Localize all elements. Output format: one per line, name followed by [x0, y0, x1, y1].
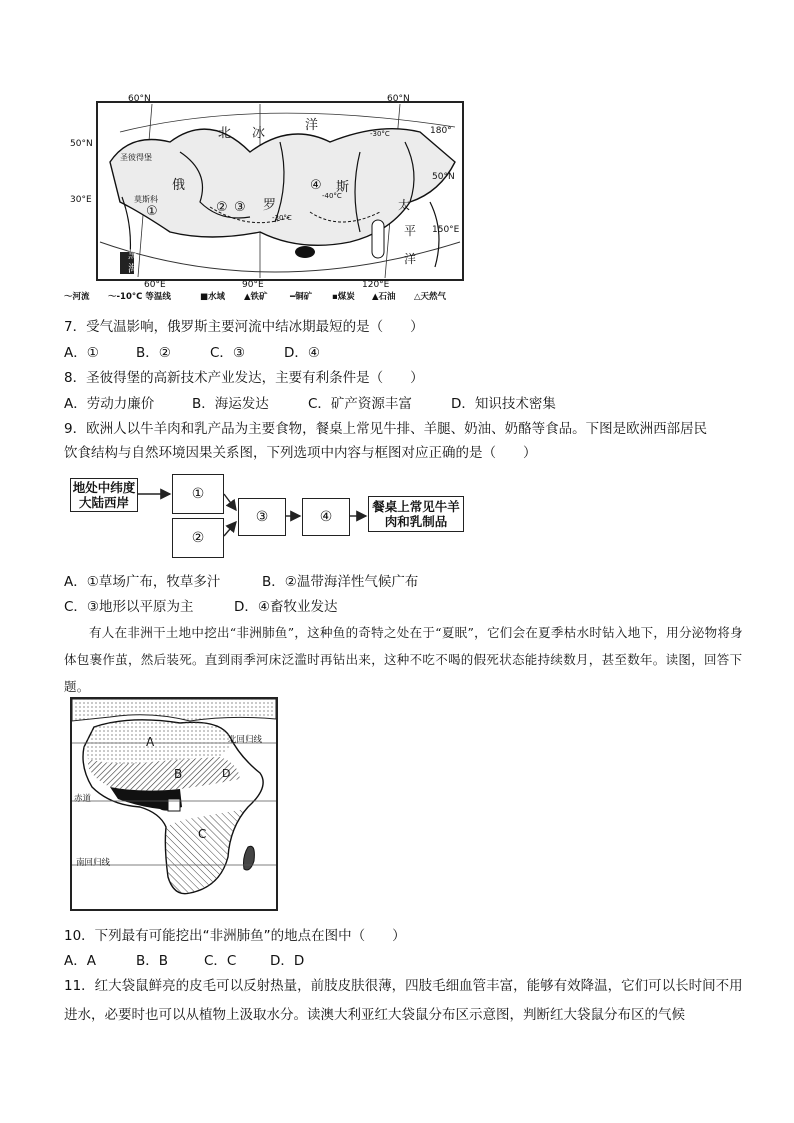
gas-icon: △: [414, 292, 421, 302]
africa-region-c: C: [198, 827, 207, 841]
flow-arrows: [64, 472, 484, 562]
legend-coal: 煤炭: [337, 292, 355, 302]
map-label-pacific-yang: 洋: [404, 252, 417, 266]
africa-map-graphic: [70, 697, 278, 911]
q9-flow-diagram: [64, 472, 484, 562]
flow-box-3: ③: [238, 498, 286, 536]
africa-region-d: D: [222, 767, 231, 780]
q11-stem: 11．红大袋鼠鲜亮的皮毛可以反射热量，前肢皮肤很薄，四肢毛细血管丰富，能够有效降温，它们可以长时间不用进水，必要时也可以从植物上汲取水分。读澳大利亚红大袋鼠分布区示意图，判断红大袋鼠分布区的气候: [64, 978, 743, 1023]
africa-equator: 赤道: [74, 794, 92, 804]
map-lon-60e: 60°E: [144, 280, 166, 290]
map-city-spb: 圣彼得堡: [120, 153, 152, 162]
flow-box-end: 餐桌上常见牛羊肉和乳制品: [368, 496, 464, 532]
map-marker-3: ③: [234, 200, 246, 215]
map-lat-60n-left: 60°N: [128, 94, 151, 104]
legend-iron: 铁矿: [250, 292, 268, 302]
water-icon: ■: [200, 292, 209, 302]
q9-option-d[interactable]: D．④畜牧业发达: [234, 599, 338, 615]
map-legend: [62, 290, 470, 304]
legend-oil: 石油: [378, 292, 396, 302]
map-label-bing: 冰: [252, 126, 266, 141]
coal-icon: ▪: [332, 292, 338, 302]
q9-option-b[interactable]: B．②温带海洋性气候广布: [262, 574, 419, 590]
q7-option-c[interactable]: C．③: [210, 345, 246, 361]
map-lat-50n-right: 50°N: [432, 172, 455, 182]
copper-icon: ━: [290, 292, 296, 302]
map-label-luo: 罗: [263, 198, 277, 213]
q10-option-c[interactable]: C．C: [204, 953, 237, 969]
q11-block: [64, 972, 748, 1030]
q8-option-d[interactable]: D．知识技术密集: [451, 396, 556, 412]
q7-option-a[interactable]: A．①: [64, 345, 99, 361]
africa-region-a: A: [146, 735, 155, 749]
q9-stem-line1: 9．欧洲人以牛羊肉和乳产品为主要食物，餐桌上常见牛排、羊腿、奶油、奶酪等食品。下图是欧洲西部居民: [64, 421, 708, 437]
map-label-ping: 平: [404, 224, 417, 238]
q10-stem: 10．下列最有可能挖出“非洲肺鱼”的地点在图中（ ）: [64, 928, 406, 944]
legend-isotherm: -10°C 等温线: [116, 292, 171, 302]
map-label-e: 俄: [172, 178, 186, 193]
map-isotherm-2: -40°C: [322, 192, 342, 200]
map-city-moscow: 莫斯科: [134, 195, 158, 204]
legend-river: 河流: [72, 292, 90, 302]
q7-option-d[interactable]: D．④: [284, 345, 320, 361]
map-lat-50n-left: 50°N: [70, 139, 93, 149]
map-label-hei: 黑: [128, 250, 138, 261]
flow-box-4: ④: [302, 498, 350, 536]
passage-text: 有人在非洲干土地中挖出“非洲肺鱼”，这种鱼的奇特之处在于“夏眠”，它们会在夏季枯水时钻入地下，用分泌物将身体包裹作茧，然后装死。直到雨季河床泛滥时再钻出来，这种不吃不喝的假死状态能持续数月，甚至数年。读图，回答下题。: [64, 625, 743, 694]
q10-option-d[interactable]: D．D: [270, 953, 305, 969]
flow-box-2: ②: [172, 518, 224, 558]
map-marker-4: ④: [310, 178, 322, 193]
iron-icon: ▲: [244, 292, 251, 302]
q7-stem: 7．受气温影响，俄罗斯主要河流中结冰期最短的是（ ）: [64, 319, 424, 335]
map-label-yang: 洋: [305, 118, 319, 133]
map-marker-1: ①: [146, 204, 158, 219]
map-lon-120e: 120°E: [362, 280, 390, 290]
russia-map: [60, 92, 470, 307]
q8-option-c[interactable]: C．矿产资源丰富: [308, 396, 412, 412]
q8-option-a[interactable]: A．劳动力廉价: [64, 396, 155, 412]
q9-option-a[interactable]: A．①草场广布，牧草多汁: [64, 574, 221, 590]
lungfish-passage: [64, 619, 744, 700]
map-lon-90e: 90°E: [242, 280, 264, 290]
q9-option-c[interactable]: C．③地形以平原为主: [64, 599, 194, 615]
map-isotherm-1: -30°C: [370, 130, 390, 138]
africa-tropic-north: 北回归线: [228, 735, 263, 745]
map-label-si: 斯: [336, 180, 350, 195]
map-lat-60n-right: 60°N: [387, 94, 410, 104]
q10-option-a[interactable]: A．A: [64, 953, 96, 969]
legend-copper: 铜矿: [295, 292, 313, 302]
flow-box-1: ①: [172, 474, 224, 514]
map-label-tai: 太: [398, 198, 411, 212]
q8-option-b[interactable]: B．海运发达: [192, 396, 269, 412]
q8-stem: 8．圣彼得堡的高新技术产业发达，主要有利条件是（ ）: [64, 370, 424, 386]
flow-box-start: 地处中纬度大陆西岸: [70, 478, 138, 512]
africa-map: [70, 697, 278, 911]
legend-gas: 天然气: [420, 292, 447, 302]
q9-stem-line2: 饮食结构与自然环境因果关系图，下列选项中内容与框图对应正确的是（ ）: [64, 445, 537, 461]
map-lon-180: 180°: [430, 126, 452, 136]
oil-icon: ▲: [372, 292, 379, 302]
isotherm-icon: 〜: [108, 292, 117, 302]
river-icon: 〜: [64, 292, 73, 302]
map-label-bei: 北: [218, 126, 232, 141]
map-isotherm-3: -30°C: [272, 214, 292, 222]
map-label-hai: 海: [128, 264, 138, 275]
africa-tropic-south: 南回归线: [76, 858, 111, 868]
q7-option-b[interactable]: B．②: [136, 345, 171, 361]
map-lon-30e: 30°E: [70, 195, 92, 205]
q10-option-b[interactable]: B．B: [136, 953, 169, 969]
africa-region-b: B: [174, 767, 183, 781]
legend-water: 水域: [208, 292, 226, 302]
map-marker-2: ②: [216, 200, 228, 215]
map-lon-150e: 150°E: [432, 225, 460, 235]
